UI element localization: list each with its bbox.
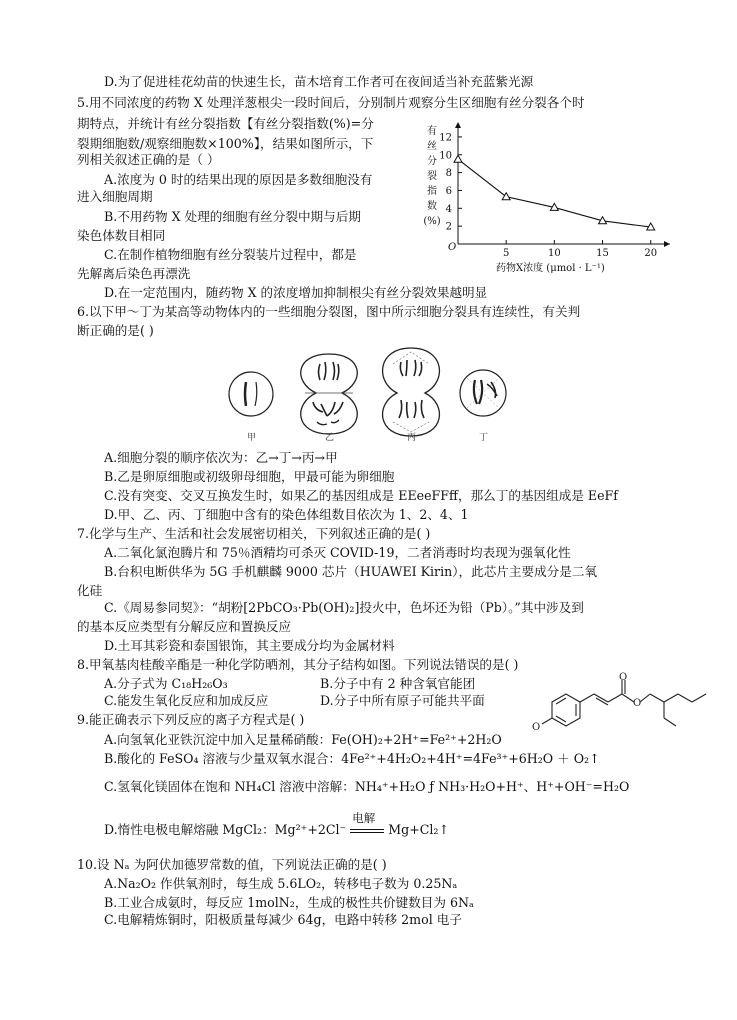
y-axis-arrow [455, 122, 461, 128]
q9-option-a: A.向氢氧化亚铁沉淀中加入足量稀硝酸：Fe(OH)₂+2H⁺=Fe²⁺+2H₂O [104, 732, 502, 747]
x-tick-label: 10 [547, 248, 561, 259]
molecule-structure-diagram [530, 672, 710, 740]
y-tick-label: 8 [445, 168, 452, 180]
q5-stem-line4: 列相关叙述正确的是（ ） [77, 152, 220, 167]
svg-text:O: O [633, 698, 642, 709]
q6-stem-line1: 6.以下甲～丁为某高等动物体内的一些细胞分裂图，图中所示细胞分裂具有连续性，有关判 [77, 304, 581, 319]
chart-xlabel: 药物X浓度 (μmol · L⁻¹) [496, 263, 605, 274]
electrolysis-condition: 电解 [352, 811, 376, 825]
q6-option-a: A.细胞分裂的顺序依次为：乙→丁→丙→甲 [104, 450, 338, 465]
y-axis-label-char: 数 [427, 201, 437, 212]
svg-text:O: O [619, 672, 628, 683]
chart-ticks [439, 132, 657, 259]
q8-option-d: D.分子中所有原子可能共平面 [320, 693, 485, 708]
x-tick-label: 5 [502, 248, 510, 259]
data-point [454, 155, 462, 162]
electrolysis-arrow [350, 811, 384, 838]
q7-option-c-line2: 的基本反应类型有分解反应和置换反应 [77, 619, 292, 634]
q5-option-d: D.在一定范围内，随药物 X 的浓度增加抑制根尖有丝分裂效果越明显 [104, 285, 488, 300]
y-axis-label-char: 有 [427, 126, 437, 137]
q5-option-b-line1: B.不用药物 X 处理的细胞有丝分裂中期与后期 [104, 209, 361, 224]
data-point [502, 193, 510, 200]
q9-option-b: B.酸化的 FeSO₄ 溶液与少量双氧水混合：4Fe²⁺+4H₂O₂+4H⁺=4Fe³⁺+6H₂O ＋ O₂↑ [104, 751, 600, 766]
series-line [458, 159, 651, 227]
q8-option-c: C.能发生氧化反应和加成反应 [104, 693, 269, 708]
q6-option-d: D.甲、乙、丙、丁细胞中含有的染色体组数目依次为 1、2、4、1 [104, 507, 469, 522]
chart-series [454, 155, 655, 230]
q10-option-b: B.工业合成氨时，每反应 1molN₂，生成的极性共价键数目为 6Nₐ [104, 895, 474, 910]
q7-option-b-line1: B.台积电断供华为 5G 手机麒麟 9000 芯片（HUAWEI Kirin），此芯片主要成分是二氧 [104, 564, 598, 579]
y-tick-label: 10 [439, 150, 452, 162]
q7-option-d: D.土耳其彩瓷和泰国银饰，其主要成分均为金属材料 [104, 638, 395, 653]
x-tick-label: 15 [596, 248, 609, 259]
x-tick-label: 20 [644, 248, 658, 259]
q6-stem-line2: 断正确的是( ) [77, 323, 154, 338]
y-tick-label: 2 [445, 221, 452, 233]
y-axis-label-char: 分 [427, 156, 437, 167]
mitotic-index-chart [420, 118, 682, 278]
q5-option-c-line2: 先解离后染色再漂洗 [77, 266, 191, 281]
svg-text:O: O [532, 722, 541, 733]
q8-option-b: B.分子中有 2 种含氧官能团 [320, 676, 476, 691]
q9-option-d-reactants: D.惰性电极电解熔融 MgCl₂：Mg²⁺+2Cl⁻ [104, 822, 347, 837]
q8-option-a: A.分子式为 C₁₈H₂₆O₃ [104, 676, 228, 691]
cell-yi [301, 354, 357, 434]
chart-axes [455, 122, 670, 247]
y-axis-label-char: 裂 [427, 171, 437, 182]
x-axis-arrow [664, 241, 670, 247]
q5-option-a-line2: 进入细胞周期 [77, 189, 153, 204]
q7-option-c-line1: C.《周易参同契》：“胡粉[2PbCO₃·Pb(OH)₂]投火中，色坏还为铅（Pb）。”其中涉及到 [104, 600, 584, 615]
q5-option-c-line1: C.在制作植物细胞有丝分裂装片过程中，都是 [104, 247, 357, 262]
cell-label-bing: 丙 [407, 433, 417, 443]
option-d-previous: D.为了促进桂花幼苗的快速生长，苗木培育工作者可在夜间适当补充蓝紫光源 [104, 74, 534, 89]
q5-stem-line1: 5.用不同浓度的药物 X 处理洋葱根尖一段时间后，分别制片观察分生区细胞有丝分裂各个时 [77, 95, 585, 110]
q8-stem: 8.甲氧基肉桂酸辛酯是一种化学防晒剂，其分子结构如图。下列说法错误的是( ) [77, 657, 519, 672]
q5-option-a-line1: A.浓度为 0 时的结果出现的原因是多数细胞没有 [104, 172, 373, 187]
cell-bing [383, 348, 440, 436]
q5-stem-line3: 裂期细胞数/观察细胞数×100%】，结果如图所示，下 [77, 136, 374, 151]
q7-option-a: A.二氧化氯泡腾片和 75％酒精均可杀灭 COVID-19，二者消毒时均表现为强氧化性 [104, 545, 571, 560]
y-axis-label-char: (%) [423, 216, 441, 227]
q9-stem: 9.能正确表示下列反应的离子方程式是( ) [77, 712, 305, 727]
cell-label-yi: 乙 [325, 433, 335, 443]
q10-option-c: C.电解精炼铜时，阳极质量每减少 64g，电路中转移 2mol 电子 [104, 912, 462, 927]
cell-label-jia: 甲 [247, 433, 257, 443]
q10-option-a: A.Na₂O₂ 作供氧剂时，每生成 5.6LO₂，转移电子数为 0.25Nₐ [104, 876, 458, 891]
q9-option-d-products: Mg+Cl₂↑ [388, 822, 450, 837]
q7-stem: 7.化学与生产、生活和社会发展密切相关，下列叙述正确的是( ) [77, 526, 431, 541]
y-axis-label-char: 丝 [427, 141, 437, 152]
q5-option-b-line2: 染色体数目相同 [77, 228, 166, 243]
y-tick-label: 6 [445, 185, 452, 197]
cell-label-ding: 丁 [479, 433, 489, 443]
q9-option-c: C.氢氧化镁固体在饱和 NH₄Cl 溶液中溶解：NH₄⁺+H₂O ƒ NH₃·H₂O+H⁺、H⁺+OH⁻=H₂O [104, 779, 630, 794]
cell-ding [460, 370, 506, 416]
q10-stem: 10.设 Nₐ 为阿伏加德罗常数的值，下列说法正确的是( ) [77, 857, 387, 872]
q5-stem-line2: 期特点，并统计有丝分裂指数【有丝分裂指数(%)=分 [77, 116, 374, 131]
y-tick-label: 12 [439, 132, 452, 144]
chart-origin-label: O [448, 242, 457, 253]
cell-division-diagrams [225, 338, 515, 448]
y-axis-label-char: 指 [427, 186, 437, 197]
q6-option-b: B.乙是卵原细胞或初级卵母细胞，甲最可能为卵细胞 [104, 469, 395, 484]
q9-option-d [104, 811, 450, 838]
cell-jia [229, 372, 273, 416]
q7-option-b-line2: 化硅 [77, 583, 103, 598]
q6-option-c: C.没有突变、交叉互换发生时，如果乙的基因组成是 EEeeFFff，那么丁的基因组成是 EeFf [104, 488, 618, 503]
chart-ylabel [423, 124, 440, 227]
y-tick-label: 4 [445, 203, 452, 215]
